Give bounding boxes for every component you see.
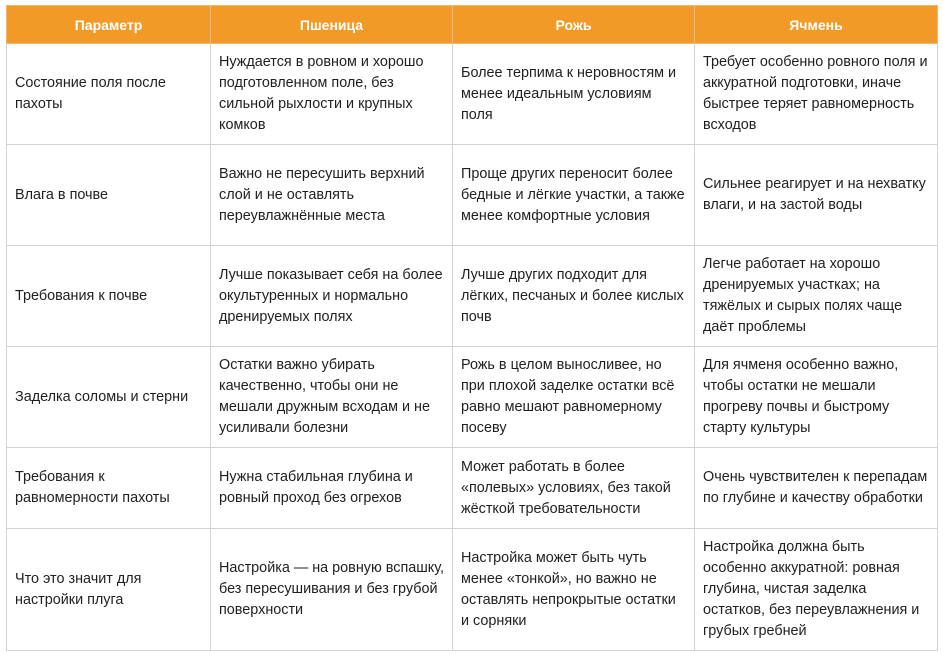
cell-parameter: Требования к почве [7, 246, 211, 347]
table-row [7, 448, 938, 529]
header-barley: Ячмень [695, 6, 938, 44]
cell-parameter: Требования к равномерности пахоты [7, 448, 211, 529]
cell-wheat: Важно не пересушить верхний слой и не оставлять переувлажнённые места [211, 145, 453, 246]
comparison-table-container [6, 5, 937, 651]
cell-parameter: Что это значит для настройки плуга [7, 529, 211, 651]
header-wheat: Пшеница [211, 6, 453, 44]
header-parameter: Параметр [7, 6, 211, 44]
cell-barley: Сильнее реагирует и на нехватку влаги, и на застой воды [695, 145, 938, 246]
cell-rye: Рожь в целом выносливее, но при плохой заделке остатки всё равно мешают равномерному посеву [453, 347, 695, 448]
cell-wheat: Остатки важно убирать качественно, чтобы они не мешали дружным всходам и не усиливали болезни [211, 347, 453, 448]
table-header-row [7, 6, 938, 44]
cell-parameter: Заделка соломы и стерни [7, 347, 211, 448]
cell-barley: Настройка должна быть особенно аккуратной: ровная глубина, чистая заделка остатков, без переувлажнения и грубых гребней [695, 529, 938, 651]
cell-parameter: Влага в почве [7, 145, 211, 246]
cell-wheat: Нужна стабильная глубина и ровный проход без огрехов [211, 448, 453, 529]
cell-barley: Для ячменя особенно важно, чтобы остатки не мешали прогреву почвы и быстрому старту культуры [695, 347, 938, 448]
cell-rye: Более терпима к неровностям и менее идеальным условиям поля [453, 44, 695, 145]
cell-parameter: Состояние поля после пахоты [7, 44, 211, 145]
cell-rye: Лучше других подходит для лёгких, песчаных и более кислых почв [453, 246, 695, 347]
table-row [7, 347, 938, 448]
table-row [7, 246, 938, 347]
cell-wheat: Нуждается в ровном и хорошо подготовленном поле, без сильной рыхлости и крупных комков [211, 44, 453, 145]
table-row [7, 529, 938, 651]
cell-barley: Требует особенно ровного поля и аккуратной подготовки, иначе быстрее теряет равномерность всходов [695, 44, 938, 145]
table-row [7, 145, 938, 246]
cell-rye: Проще других переносит более бедные и лёгкие участки, а также менее комфортные условия [453, 145, 695, 246]
cell-barley: Легче работает на хорошо дренируемых участках; на тяжёлых и сырых полях чаще даёт проблемы [695, 246, 938, 347]
cell-barley: Очень чувствителен к перепадам по глубине и качеству обработки [695, 448, 938, 529]
cell-wheat: Лучше показывает себя на более окультуренных и нормально дренируемых полях [211, 246, 453, 347]
table-row [7, 44, 938, 145]
comparison-table [6, 5, 938, 651]
cell-rye: Настройка может быть чуть менее «тонкой», но важно не оставлять непрокрытые остатки и сорняки [453, 529, 695, 651]
cell-rye: Может работать в более «полевых» условиях, без такой жёсткой требовательности [453, 448, 695, 529]
header-rye: Рожь [453, 6, 695, 44]
cell-wheat: Настройка — на ровную вспашку, без пересушивания и без грубой поверхности [211, 529, 453, 651]
